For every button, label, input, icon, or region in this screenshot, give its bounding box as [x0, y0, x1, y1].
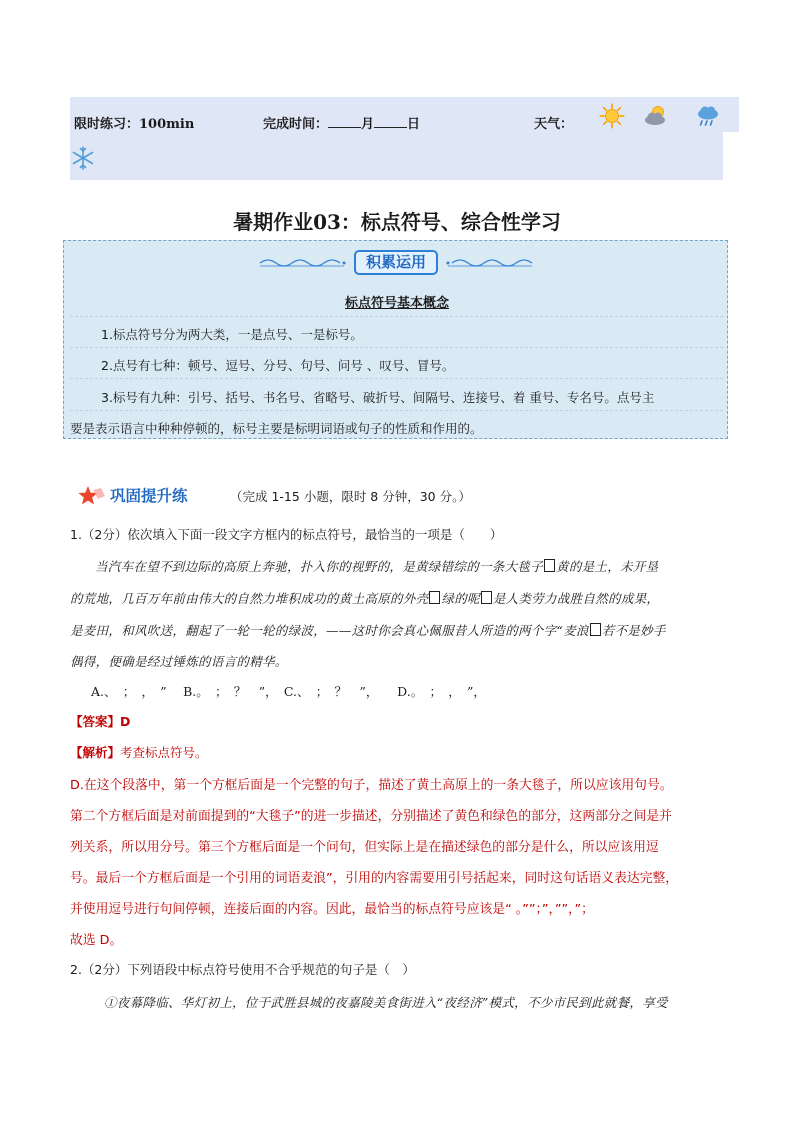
explanation-line-6: 故选 D。 [70, 933, 123, 948]
passage-line-4: 偶得，便确是经过锤炼的语言的精华。 [70, 654, 288, 669]
rule-line [70, 347, 723, 349]
analysis-line [70, 743, 208, 761]
rain-cloud-icon[interactable] [695, 103, 721, 129]
snowflake-icon[interactable] [70, 145, 96, 171]
passage-text: 当汽车在望不到边际的高原上奔驰，扑入你的视野的，是黄绿错综的一条大毯子 [95, 559, 544, 574]
explanation-line-1: D.在这个段落中，第一个方框后面是一个完整的句子，描述了黄土高原上的一条大毯子，所以应该用句号。 [70, 778, 673, 793]
blank-box-3[interactable] [481, 591, 492, 604]
rule-line [70, 410, 723, 412]
explanation-line-5: 并使用逗号进行句间停顿，连接后面的内容。因此，最恰当的标点符号应该是“ 。””；”，””，”； [70, 902, 594, 917]
passage-text: 若不是妙手 [601, 623, 666, 638]
explanation-line-2: 第二个方框后面是对前面提到的“大毯子”的进一步描述，分别描述了黄色和绿色的部分，这两部分之间是并 [70, 809, 672, 824]
passage-text: 绿的呢 [441, 591, 480, 606]
done-label: 完成时间： [263, 117, 329, 132]
concept-item-1: 1.标点符号分为两大类，一是点号、一是标号。 [101, 327, 363, 342]
blank-box-1[interactable] [544, 559, 555, 572]
answer-value: D [120, 714, 131, 729]
analysis-label: 【解析】 [70, 745, 121, 760]
right-wave-ornament [444, 255, 534, 271]
question-2-stem: 2.（2分）下列语段中标点符号使用不合乎规范的句子是（ ） [70, 962, 415, 977]
answer-options[interactable]: A.、 ； ， ” B.。 ； ？ ”， C.、 ； ？ ”， D.。 ； ， ”， [91, 684, 486, 699]
rule-line [70, 378, 723, 380]
accumulation-badge: 积累运用 [354, 250, 438, 275]
concept-item-2: 2.点号有七种：顿号、逗号、分号、句号、问号 、叹号、冒号。 [101, 358, 455, 373]
explanation-line-4: 号。最后一个方框后面是一个引用的词语麦浪”，引用的内容需要用引号括起来，同时这句话语义表达完整， [70, 871, 679, 886]
page-title: 暑期作业03：标点符号、综合性学习 [233, 210, 561, 234]
answer-label: 【答案】 [70, 714, 121, 729]
explanation-line-3: 列关系，所以用分号。第三个方框后面是一个问句，但实际上是在描述绿色的部分是什么，所以应该用逗 [70, 840, 659, 855]
blank-box-2[interactable] [429, 591, 440, 604]
blank-box-4[interactable] [590, 623, 601, 636]
star-icon [77, 485, 107, 507]
concept-item-3-cont: 要是表示语言中种种停顿的，标号主要是标明词语或句子的性质和作用的。 [70, 421, 483, 436]
rule-line [70, 316, 723, 318]
left-wave-ornament [258, 255, 348, 271]
question-2-passage-line-1: ①夜幕降临、华灯初上，位于武胜县城的夜嘉陵美食街进入“夜经济”模式，不少市民到此就餐，享受 [104, 995, 668, 1010]
day-label: 日 [407, 117, 421, 132]
answer-line [70, 712, 130, 730]
passage-text: 的荒地，几百万年前由伟大的自然力堆积成功的黄土高原的外壳 [70, 591, 429, 606]
concept-item-3: 3.标号有九种：引号、括号、书名号、省略号、破折号、间隔号、连接号、着 重号、专名号。点号主 [101, 390, 655, 405]
completion-time [263, 113, 420, 132]
section-note: （完成 1-15 小题，限时 8 分钟，30 分。） [230, 489, 471, 504]
question-1-text: 1.（2分）依次填入下面一段文字方框内的标点符号，最恰当的一项是（ ） [70, 527, 503, 542]
weather-label: 天气： [534, 117, 574, 132]
sunny-icon[interactable] [599, 103, 625, 129]
header-band [70, 97, 723, 180]
passage-line-3 [70, 621, 666, 639]
partly-cloudy-icon[interactable] [643, 103, 669, 129]
accumulation-subtitle: 标点符号基本概念 [344, 296, 449, 311]
practice-time-label: 限时练习：100min [74, 117, 195, 132]
day-blank[interactable] [374, 115, 407, 128]
question-1-stem [70, 525, 502, 543]
header-band-tab [723, 97, 739, 132]
analysis-text: 考查标点符号。 [120, 745, 208, 760]
month-blank[interactable] [328, 115, 361, 128]
passage-text: 是麦田，和风吹送，翻起了一轮一轮的绿波，——这时你会真心佩服昔人所造的两个字“麦浪 [70, 623, 589, 638]
passage-line-2 [70, 589, 659, 607]
passage-line-1 [95, 557, 658, 575]
section-title: 巩固提升练 [110, 487, 188, 505]
passage-text: 黄的是土，未开垦 [556, 559, 659, 574]
passage-text: 是人类劳力战胜自然的成果， [492, 591, 660, 606]
month-label: 月 [361, 117, 375, 132]
